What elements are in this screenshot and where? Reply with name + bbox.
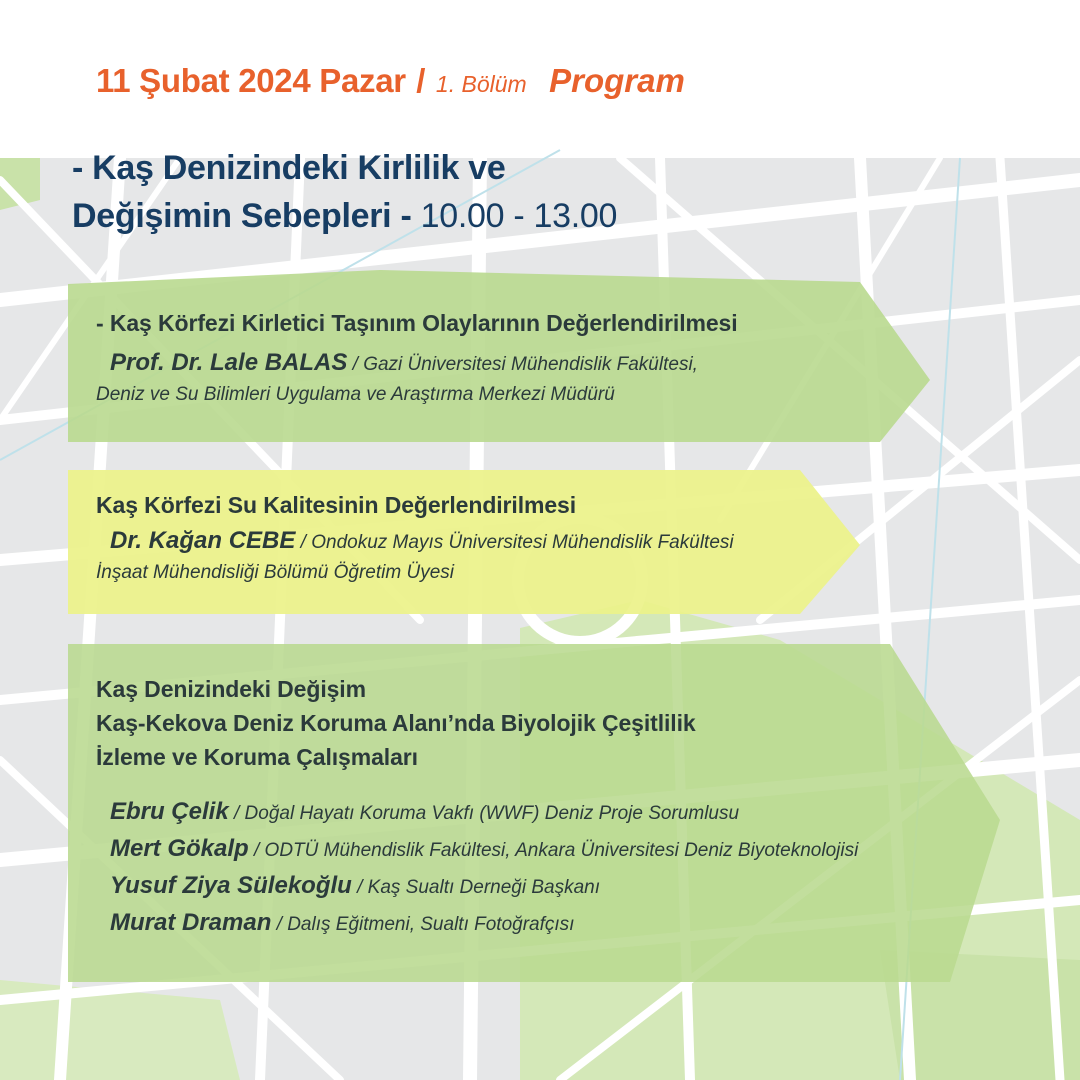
program-label: Program xyxy=(549,62,685,99)
speaker-line xyxy=(96,348,738,380)
talk-1 xyxy=(96,306,738,410)
talk-title-line2: Kaş-Kekova Deniz Koruma Alanı’nda Biyolojik Çeşitlilik xyxy=(96,710,696,736)
speaker-name: Yusuf Ziya Sülekoğlu xyxy=(110,872,352,899)
session-title-text: Değişimin Sebepleri - xyxy=(72,197,412,235)
header-separator: / xyxy=(416,62,426,99)
speaker-name: Ebru Çelik xyxy=(110,798,229,825)
speaker-role: / Dalış Eğitmeni, Sualtı Fotoğrafçısı xyxy=(276,914,575,935)
talk-title-line3: İzleme ve Koruma Çalışmaları xyxy=(96,744,418,770)
speaker-name: Mert Gökalp xyxy=(110,835,249,862)
event-date: 11 Şubat 2024 Pazar xyxy=(96,62,406,99)
speaker-list xyxy=(96,794,858,942)
header-line xyxy=(96,62,685,100)
speaker-line xyxy=(110,868,858,905)
speaker-line xyxy=(110,794,858,831)
speaker-name: Murat Draman xyxy=(110,909,272,936)
talk-3 xyxy=(96,672,858,942)
speaker-affiliation-cont: İnşaat Mühendisliği Bölümü Öğretim Üyesi xyxy=(96,562,454,583)
speaker-line xyxy=(96,526,734,558)
session-title xyxy=(72,144,617,240)
speaker-name: Dr. Kağan CEBE xyxy=(110,527,296,554)
speaker-line xyxy=(110,831,858,868)
session-title-line2 xyxy=(72,192,617,240)
speaker-role: / Doğal Hayatı Koruma Vakfı (WWF) Deniz Proje Sorumlusu xyxy=(233,803,740,824)
session-time: 10.00 - 13.00 xyxy=(420,197,618,235)
speaker-name: Prof. Dr. Lale BALAS xyxy=(110,349,348,376)
talk-title: Kaş Körfezi Su Kalitesinin Değerlendirilmesi xyxy=(96,492,577,518)
speaker-role: / Kaş Sualtı Derneği Başkanı xyxy=(357,877,601,898)
speaker-affiliation: / Gazi Üniversitesi Mühendislik Fakültesi, xyxy=(352,354,698,375)
talk-title: - Kaş Körfezi Kirletici Taşınım Olaylarının Değerlendirilmesi xyxy=(96,310,738,336)
talk-title-line1: Kaş Denizindeki Değişim xyxy=(96,676,366,702)
speaker-affiliation-cont: Deniz ve Su Bilimleri Uygulama ve Araştırma Merkezi Müdürü xyxy=(96,384,615,405)
session-title-line1: - Kaş Denizindeki Kirlilik ve xyxy=(72,149,506,187)
speaker-role: / ODTÜ Mühendislik Fakültesi, Ankara Üniversitesi Deniz Biyoteknolojisi xyxy=(253,840,859,861)
speaker-affiliation: / Ondokuz Mayıs Üniversitesi Mühendislik Fakültesi xyxy=(300,532,734,553)
talk-2 xyxy=(96,488,734,588)
part-label: 1. Bölüm xyxy=(435,71,527,97)
speaker-line xyxy=(110,905,858,942)
